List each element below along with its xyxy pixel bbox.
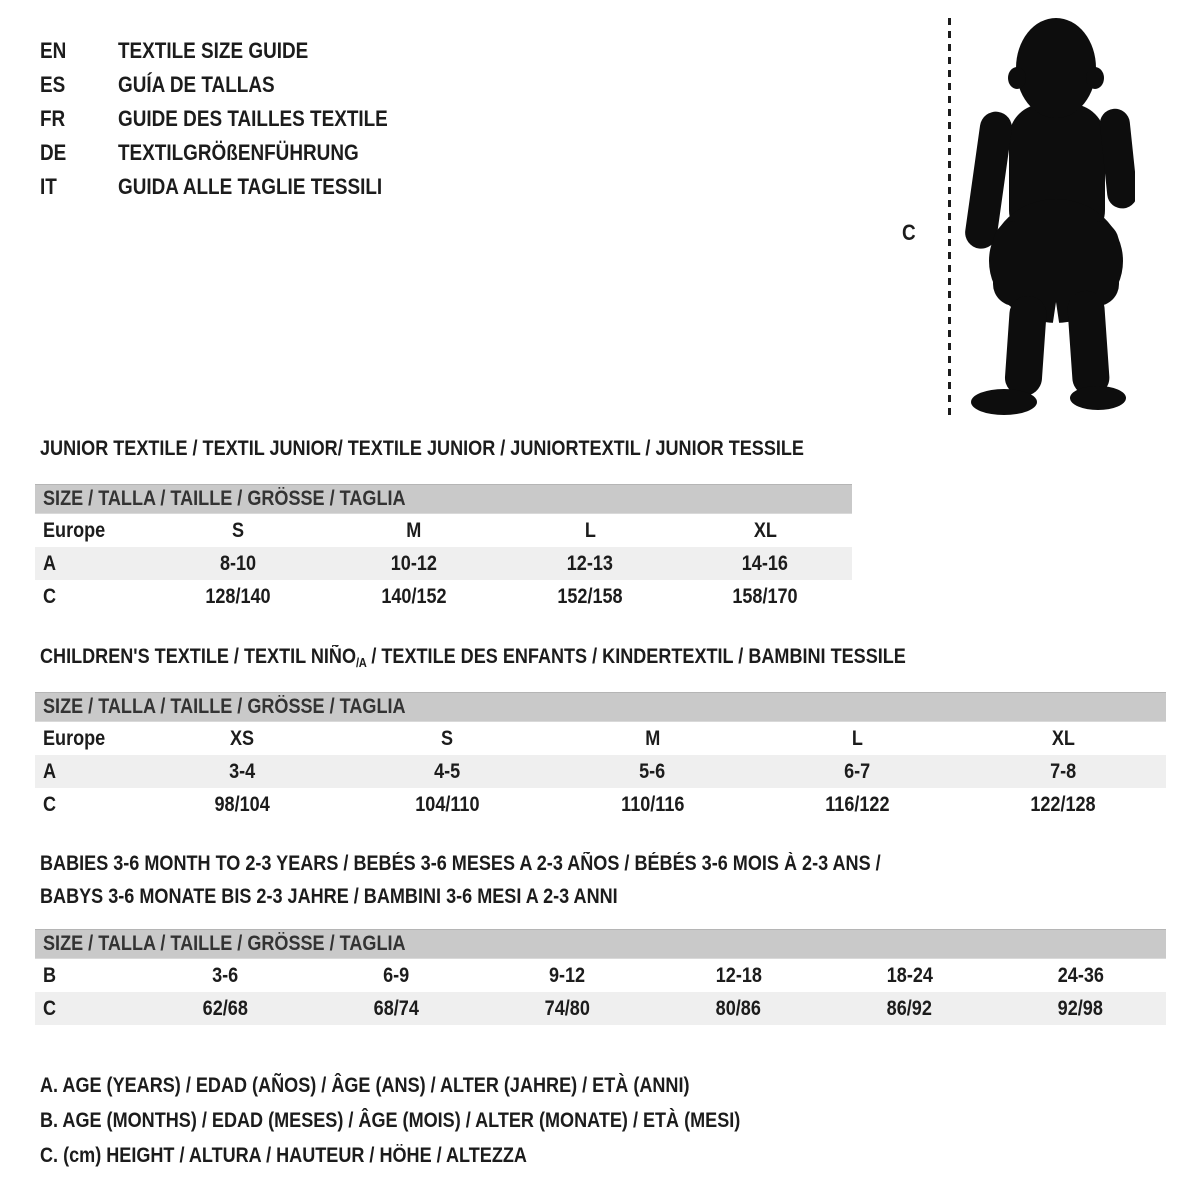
value-cell: 10-12	[326, 547, 502, 580]
value-cell: 3-4	[140, 755, 345, 788]
language-row-es	[40, 68, 432, 102]
value-cell: 6-9	[383, 963, 410, 987]
table-row-age-years	[35, 547, 852, 580]
language-list	[40, 34, 432, 204]
value-cell: 24-36	[1057, 963, 1104, 987]
size-cell: XL	[753, 518, 777, 542]
value-cell: 92/98	[995, 992, 1166, 1025]
value-cell: 18-24	[886, 963, 933, 987]
row-label-cell: C	[43, 584, 57, 608]
babies-section-title: BABIES 3-6 MONTH TO 2-3 YEARS / BEBÉS 3-6 MESES A 2-3 AÑOS / BÉBÉS 3-6 MOIS À 2-3 ANS / BABYS 3-6 MONATE BIS 2-3 JAHRE / BAMBINI 3-6 MESI A 2-3 ANNI	[40, 852, 881, 908]
table-row-age-months	[35, 959, 1166, 992]
language-code: FR	[40, 106, 66, 131]
row-label-cell: C	[43, 792, 57, 816]
table-row-height-cm	[35, 580, 852, 613]
legend	[40, 1068, 854, 1173]
language-row-de	[40, 136, 432, 170]
size-cell: M	[644, 726, 661, 750]
value-cell: 80/86	[653, 992, 824, 1025]
value-cell: 4-5	[345, 755, 550, 788]
language-label: GUIDE DES TAILLES TEXTILE	[118, 106, 388, 131]
language-label: TEXTILGRÖßENFÜHRUNG	[118, 140, 359, 165]
size-cell: L	[851, 726, 864, 750]
children-size-header: SIZE / TALLA / TAILLE / GRÖSSE / TAGLIA	[35, 692, 1166, 722]
babies-size-header: SIZE / TALLA / TAILLE / GRÖSSE / TAGLIA	[35, 929, 1166, 959]
language-code: EN	[40, 38, 67, 63]
junior-section-title: JUNIOR TEXTILE / TEXTIL JUNIOR/ TEXTILE JUNIOR / JUNIORTEXTIL / JUNIOR TESSILE	[40, 437, 804, 460]
size-cell: XL	[1051, 726, 1075, 750]
children-size-table	[35, 692, 1166, 821]
table-row-europe	[35, 514, 852, 547]
language-label: TEXTILE SIZE GUIDE	[118, 38, 309, 63]
value-cell: 7-8	[960, 755, 1166, 788]
legend-line-a: A. AGE (YEARS) / EDAD (AÑOS) / ÂGE (ANS) / ALTER (JAHRE) / ETÀ (ANNI)	[40, 1074, 690, 1097]
language-label: GUÍA DE TALLAS	[118, 72, 275, 97]
language-row-it	[40, 170, 432, 204]
legend-line-b: B. AGE (MONTHS) / EDAD (MESES) / ÂGE (MOIS) / ALTER (MONATE) / ETÀ (MESI)	[40, 1109, 741, 1132]
size-cell: S	[231, 518, 245, 542]
value-cell: 8-10	[150, 547, 326, 580]
value-cell: 128/140	[205, 584, 271, 608]
value-cell: 74/80	[482, 992, 653, 1025]
height-dashed-line	[948, 18, 951, 415]
babies-size-table	[35, 929, 1166, 1025]
row-label-cell: Europe	[43, 518, 106, 542]
value-cell: 116/122	[825, 792, 890, 816]
language-row-en	[40, 34, 432, 68]
value-cell: 140/152	[381, 584, 447, 608]
junior-size-table	[35, 484, 852, 613]
junior-size-header: SIZE / TALLA / TAILLE / GRÖSSE / TAGLIA	[35, 484, 852, 514]
table-row-height-cm	[35, 992, 1166, 1025]
value-cell: 104/110	[415, 792, 480, 816]
value-cell: 98/104	[214, 792, 271, 816]
language-row-fr	[40, 102, 432, 136]
value-cell: 122/128	[1030, 792, 1096, 816]
children-section-title: CHILDREN'S TEXTILE / TEXTIL NIÑO/A / TEXTILE DES ENFANTS / KINDERTEXTIL / BAMBINI TESSILE	[40, 645, 906, 670]
language-code: DE	[40, 140, 67, 165]
value-cell: 12-18	[715, 963, 762, 987]
size-cell: L	[584, 518, 596, 542]
value-cell: 3-6	[212, 963, 239, 987]
row-label-cell: Europe	[43, 726, 106, 750]
value-cell: 152/158	[557, 584, 623, 608]
value-cell: 12-13	[502, 547, 678, 580]
value-cell: 62/68	[140, 992, 311, 1025]
value-cell: 110/116	[620, 792, 685, 816]
value-cell: 86/92	[824, 992, 995, 1025]
value-cell: 5-6	[550, 755, 755, 788]
row-label-cell: C	[35, 992, 140, 1025]
value-cell: 68/74	[311, 992, 482, 1025]
size-cell: XS	[230, 726, 255, 750]
size-cell: S	[441, 726, 454, 750]
value-cell: 158/170	[732, 584, 798, 608]
baby-silhouette-icon	[963, 16, 1135, 416]
row-label-cell: B	[43, 963, 57, 987]
language-code: ES	[40, 72, 66, 97]
value-cell: 6-7	[755, 755, 960, 788]
legend-line-c: C. (cm) HEIGHT / ALTURA / HAUTEUR / HÖHE / ALTEZZA	[40, 1144, 527, 1167]
table-row-height-cm	[35, 788, 1166, 821]
value-cell: 9-12	[549, 963, 586, 987]
figure-height-label: C	[902, 220, 916, 245]
row-label-cell: A	[35, 755, 140, 788]
language-label: GUIDA ALLE TAGLIE TESSILI	[118, 174, 383, 199]
table-row-age-years	[35, 755, 1166, 788]
row-label-cell: A	[35, 547, 150, 580]
table-row-europe	[35, 722, 1166, 755]
language-code: IT	[40, 174, 57, 199]
nino-a-subscript: /A	[356, 655, 367, 670]
value-cell: 14-16	[678, 547, 852, 580]
size-cell: M	[406, 518, 422, 542]
